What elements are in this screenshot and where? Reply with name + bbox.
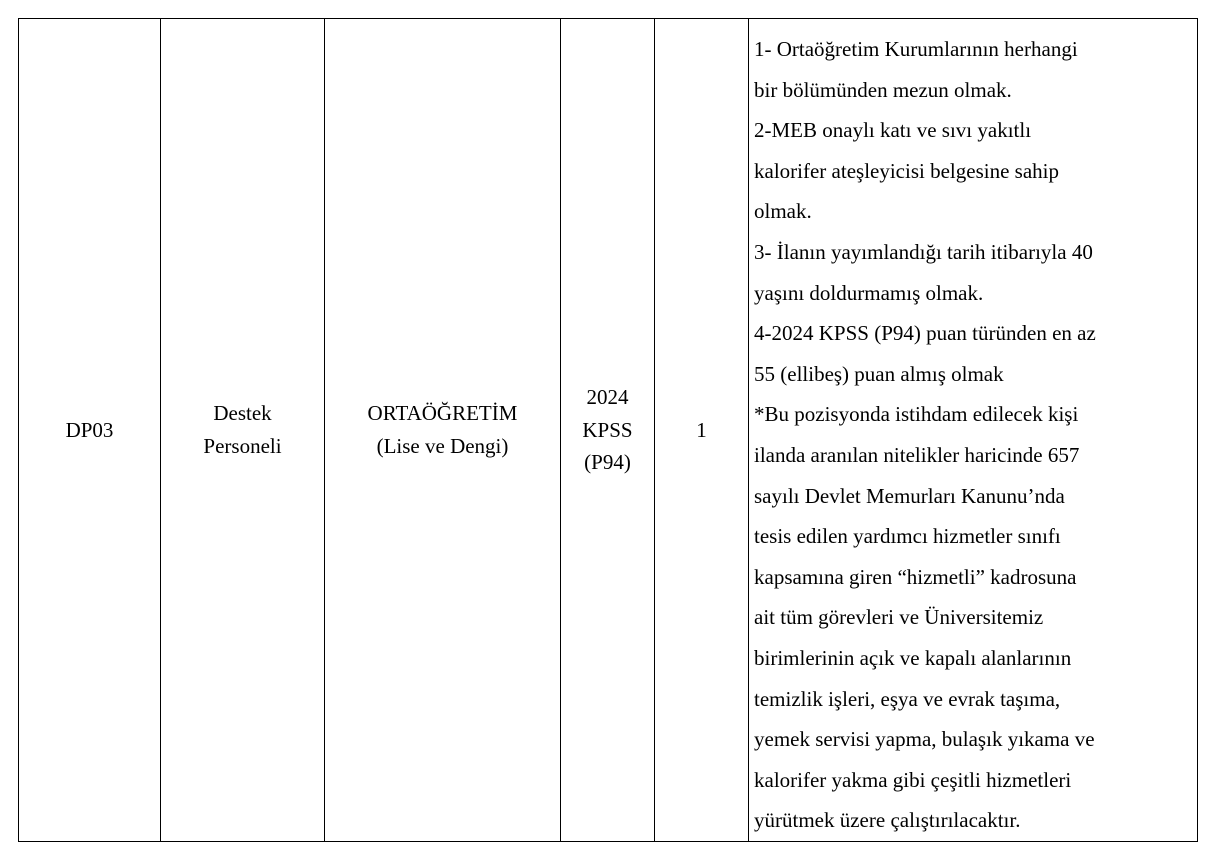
exam-line: (P94) bbox=[584, 450, 631, 475]
requirement-line: 3- İlanın yayımlandığı tarih itibarıyla 40 bbox=[754, 239, 1093, 264]
requirement-line: sayılı Devlet Memurları Kanunu’nda bbox=[754, 483, 1065, 508]
requirement-line: yaşını doldurmamış olmak. bbox=[754, 280, 984, 305]
requirement-line: yemek servisi yapma, bulaşık yıkama ve bbox=[754, 727, 1095, 752]
requirement-line: 55 (ellibeş) puan almış olmak bbox=[754, 361, 1004, 386]
position-count: 1 bbox=[696, 417, 707, 442]
position-title-cell bbox=[161, 19, 325, 842]
exam-line: KPSS bbox=[582, 417, 633, 442]
education-line: ORTAÖĞRETİM bbox=[367, 401, 518, 426]
requirement-line: kalorifer yakma gibi çeşitli hizmetleri bbox=[754, 767, 1072, 792]
exam-cell bbox=[561, 19, 655, 842]
position-title-line: Personeli bbox=[203, 433, 282, 458]
position-title-line: Destek bbox=[213, 401, 272, 426]
position-table bbox=[18, 18, 1198, 842]
requirement-line: olmak. bbox=[754, 199, 812, 224]
requirement-line: 2-MEB onaylı katı ve sıvı yakıtlı bbox=[754, 118, 1032, 143]
requirement-line: 1- Ortaöğretim Kurumlarının herhangi bbox=[754, 37, 1078, 61]
requirement-line: kalorifer ateşleyicisi belgesine sahip bbox=[754, 158, 1059, 183]
position-code-cell bbox=[19, 19, 161, 842]
requirement-line: birimlerinin açık ve kapalı alanlarının bbox=[754, 645, 1072, 670]
education-cell bbox=[325, 19, 561, 842]
education-line: (Lise ve Dengi) bbox=[376, 433, 509, 458]
requirement-line: ait tüm görevleri ve Üniversitemiz bbox=[754, 605, 1044, 630]
position-count-cell bbox=[655, 19, 749, 842]
requirements-cell bbox=[749, 19, 1198, 842]
table-row bbox=[19, 19, 1198, 842]
requirement-line: temizlik işleri, eşya ve evrak taşıma, bbox=[754, 686, 1061, 711]
exam-line: 2024 bbox=[586, 385, 629, 410]
requirement-line: tesis edilen yardımcı hizmetler sınıfı bbox=[754, 524, 1061, 549]
requirement-line: bir bölümünden mezun olmak. bbox=[754, 77, 1012, 102]
requirement-line: *Bu pozisyonda istihdam edilecek kişi bbox=[754, 402, 1079, 427]
requirement-line: yürütmek üzere çalıştırılacaktır. bbox=[754, 808, 1021, 833]
requirement-line: kapsamına giren “hizmetli” kadrosuna bbox=[754, 564, 1077, 589]
requirement-line: ilanda aranılan nitelikler haricinde 657 bbox=[754, 442, 1080, 467]
requirement-line: 4-2024 KPSS (P94) puan türünden en az bbox=[754, 321, 1096, 346]
position-code: DP03 bbox=[65, 417, 114, 442]
